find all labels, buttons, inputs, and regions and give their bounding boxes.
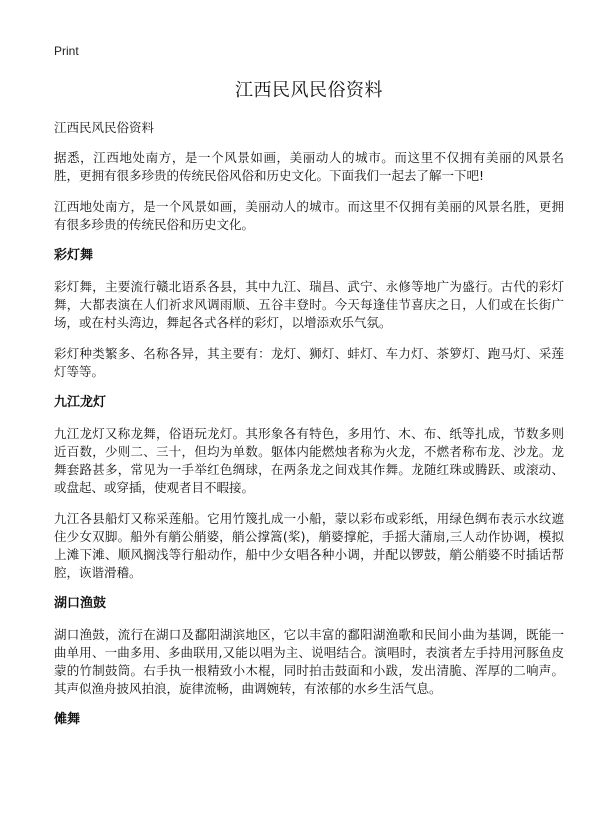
section-heading-hukou-yugu: 湖口渔鼓 [54, 596, 107, 611]
intro-paragraph-2: 江西地处南方，是一个风景如画，美丽动人的城市。而这里不仅拥有美丽的风景名胜，更拥有很多珍贵的传统民俗和历史文化。 [54, 199, 564, 232]
section-heading-jiujiang-longdeng: 九江龙灯 [54, 395, 107, 410]
article-body [54, 119, 564, 742]
section-paragraph: 彩灯种类繁多、名称各异，其主要有：龙灯、狮灯、蚌灯、车力灯、茶箩灯、跑马灯、采莲灯等等。 [54, 346, 564, 379]
section-paragraph: 湖口渔鼓，流行在湖口及鄱阳湖滨地区，它以丰富的鄱阳湖渔歌和民间小曲为基调，既能一曲单用、一曲多用、多曲联用,又能以唱为主、说唱结合。演唱时，表演者左手持用河豚鱼皮蒙的竹制鼓筒。右手执一根精致小木棍，同时拍击鼓面和小跋，发出清脆、浑厚的二响声。其声似渔舟披风拍浪，旋律流畅，曲调婉转，有浓郁的水乡生活气息。 [54, 627, 564, 696]
page-title: 江西民风民俗资料 [235, 80, 383, 101]
section-heading-nuowu: 傩舞 [54, 712, 81, 727]
section-paragraph: 九江龙灯又称龙舞，俗语玩龙灯。其形象各有特色，多用竹、木、布、纸等扎成，节数多则近百数，少则二、三十，但均为单数。躯体内能燃烛者称为火龙，不燃者称布龙、沙龙。龙舞套路甚多，常见为一手举红色绸球，在两条龙之间戏其作舞。龙随红珠或腾跃、或滚动、或盘起、或穿插，使观者目不暇接。 [54, 426, 564, 495]
section-paragraph: 九江各县船灯又称采莲船。它用竹篾扎成一小船，蒙以彩布或彩纸，用绿色绸布表示水纹遮住少女双脚。船外有艄公艄婆，艄公撑篙(桨)，艄婆撑舵，手摇大蒲扇,三人动作协调，模拟上滩下滩、顺风搁浅等行船动作，船中少女唱各种小调，并配以锣鼓，艄公艄婆不时插话帮腔，诙谐滑稽。 [54, 511, 564, 580]
article-subtitle: 江西民风民俗资料 [54, 120, 155, 135]
section-heading-caideng: 彩灯舞 [54, 248, 94, 263]
section-paragraph: 彩灯舞，主要流行赣北语系各县，其中九江、瑞昌、武宁、永修等地广为盛行。古代的彩灯舞，大都表演在人们祈求风调雨顺、五谷丰登时。今天每逢佳节喜庆之日，人们或在长街广场，或在村头湾边，舞起各式各样的彩灯，以增添欢乐气氛。 [54, 279, 564, 330]
print-link[interactable]: Print [54, 44, 79, 58]
intro-paragraph-1: 据悉，江西地处南方，是一个风景如画，美丽动人的城市。而这里不仅拥有美丽的风景名胜，更拥有很多珍贵的传统民俗风俗和历史文化。下面我们一起去了解一下吧! [54, 150, 564, 183]
